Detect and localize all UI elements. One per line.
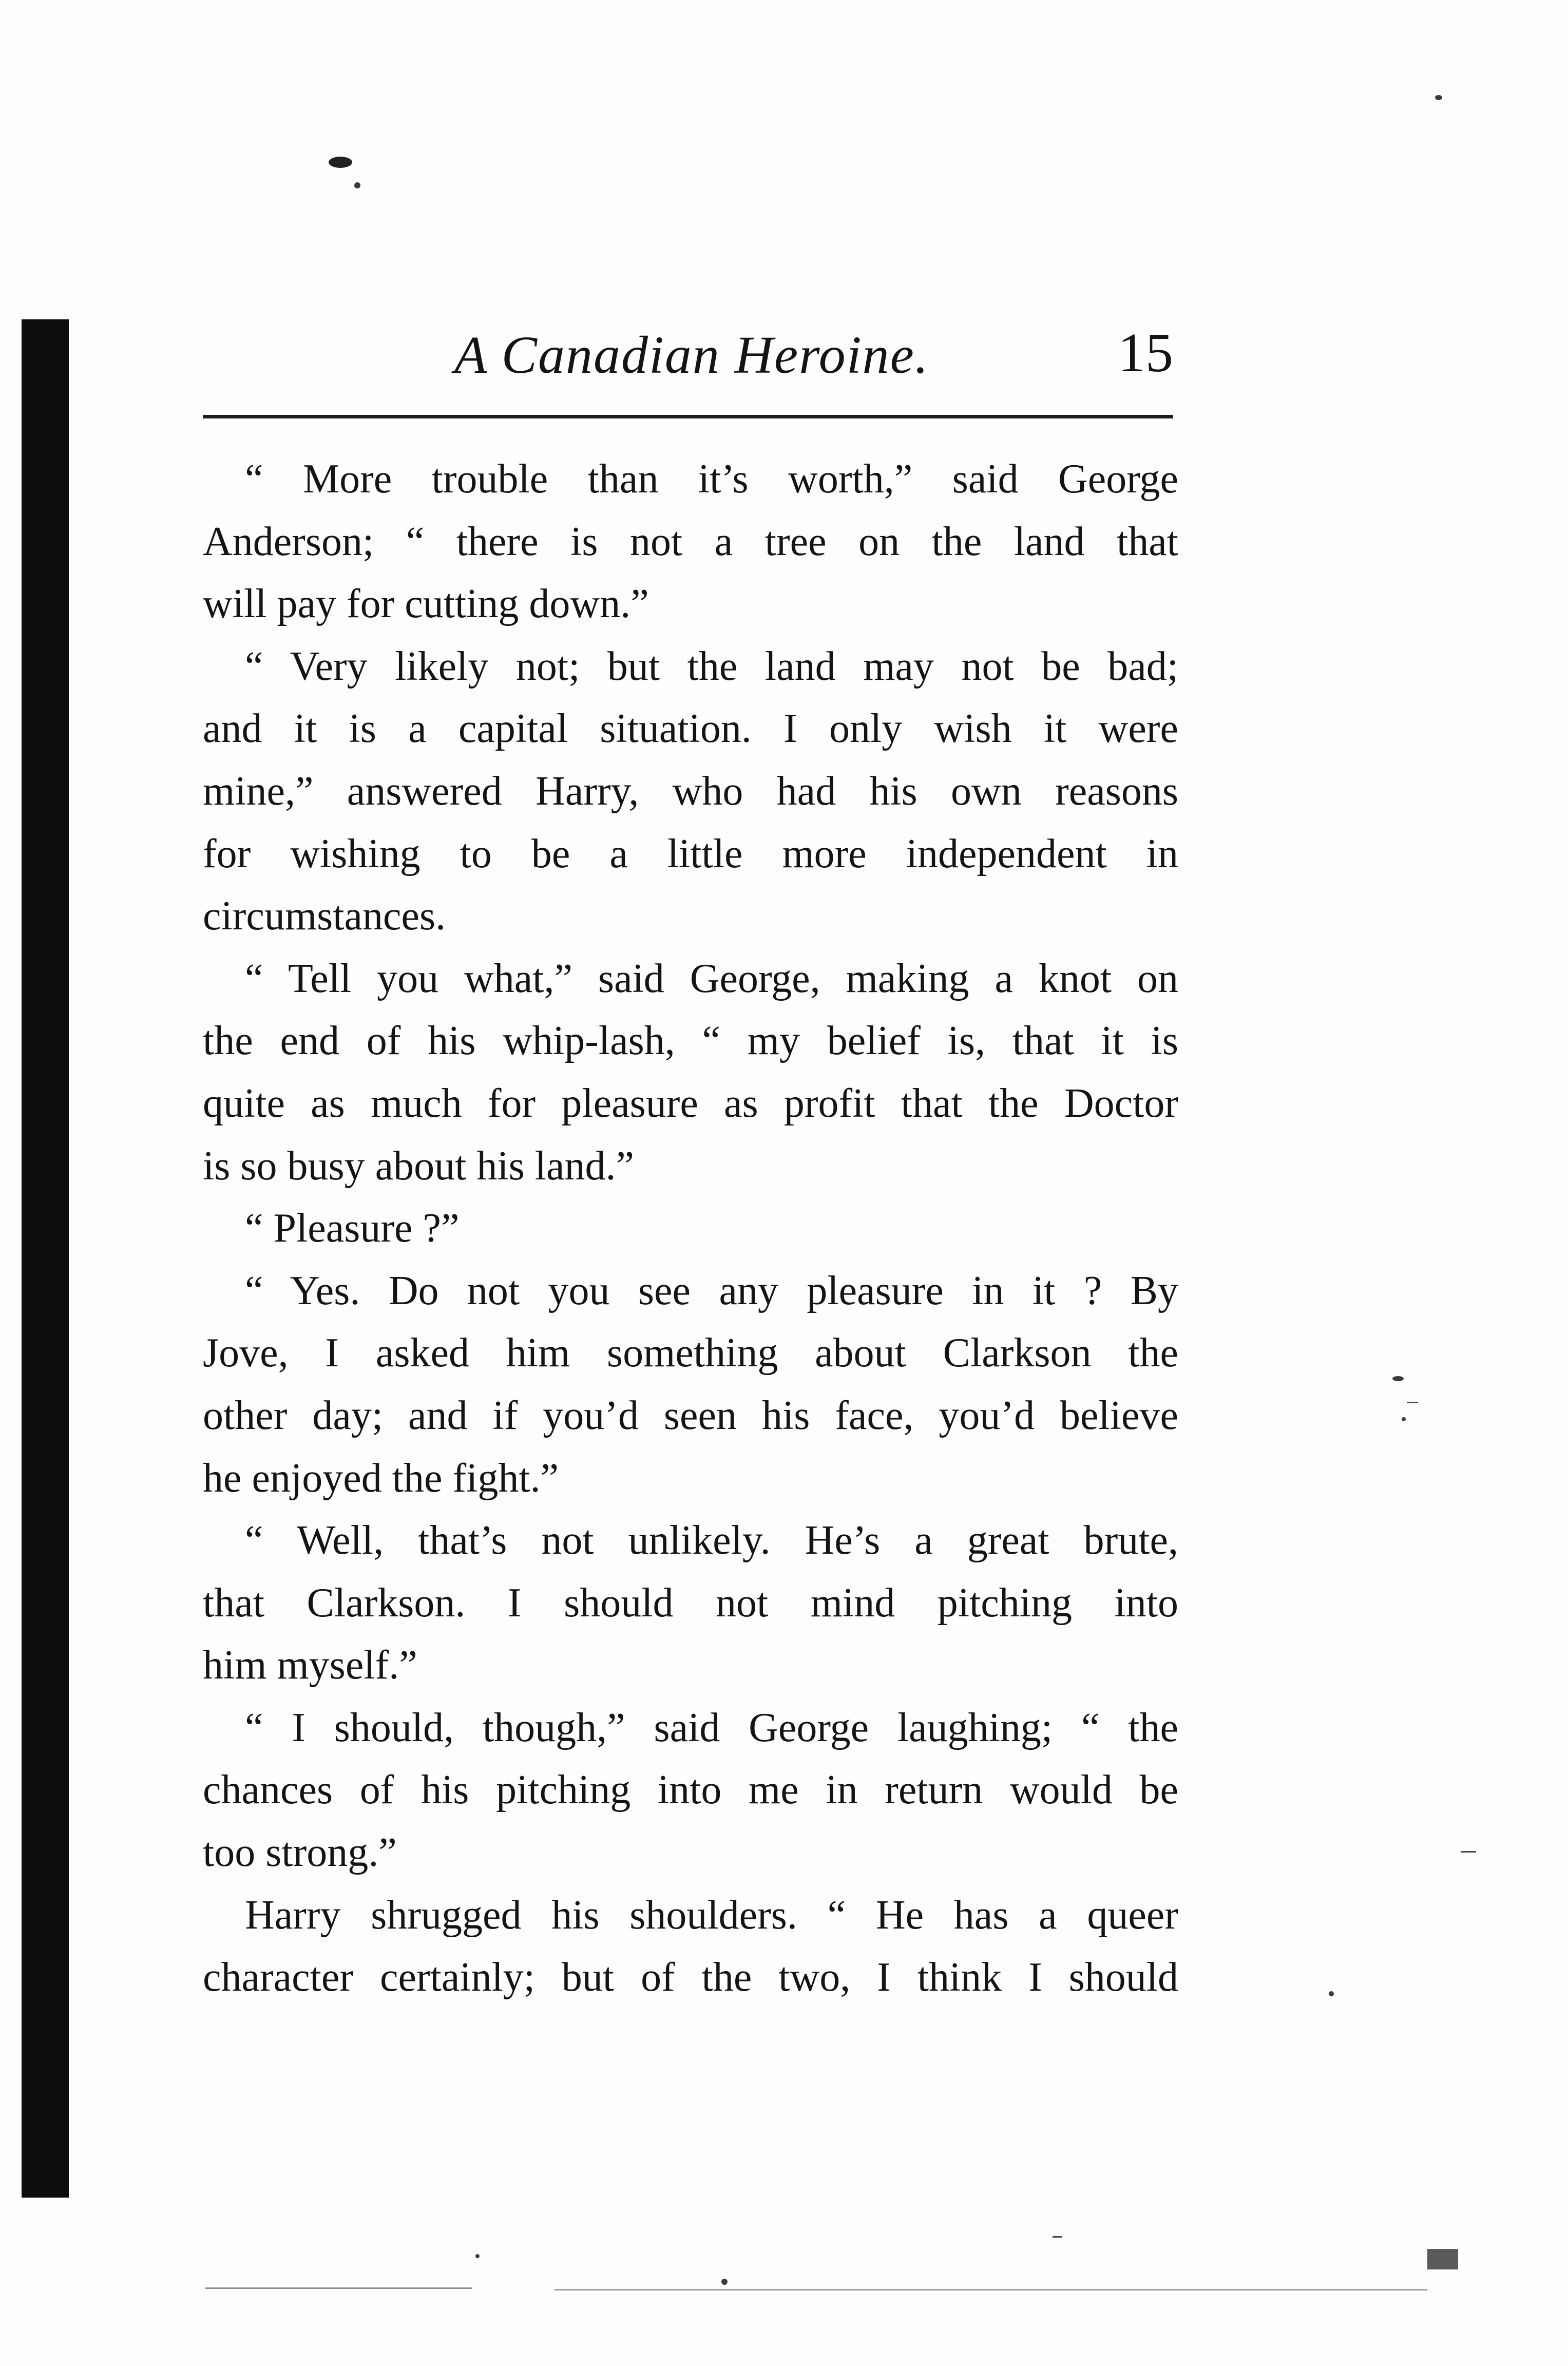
scan-mark <box>554 2289 1427 2291</box>
text-line: circumstances. <box>203 893 446 939</box>
text-line: “ Well, that’s not unlikely. He’s a great brute, <box>245 1518 1178 1563</box>
scan-mark <box>1461 1851 1476 1853</box>
text-line: “ I should, though,” said George laughing; “ the <box>245 1705 1178 1750</box>
text-line: “ Tell you what,” said George, making a knot on <box>245 956 1178 1001</box>
text-line: “ Yes. Do not you see any pleasure in it ? By <box>245 1268 1178 1313</box>
text-line: he enjoyed the fight.” <box>203 1455 559 1501</box>
scan-speck <box>1329 1991 1334 1996</box>
text-line: “ More trouble than it’s worth,” said George <box>245 456 1178 502</box>
text-line: and it is a capital situation. I only wish it were <box>203 706 1178 752</box>
scan-speck <box>721 2279 728 2285</box>
scan-speck <box>1392 1376 1404 1381</box>
text-line: “ Pleasure ?” <box>245 1206 460 1251</box>
scan-speck <box>1435 95 1442 100</box>
scan-speck <box>1402 1417 1406 1421</box>
text-line: Anderson; “ there is not a tree on the land that <box>203 519 1178 564</box>
text-line: him myself.” <box>203 1643 417 1688</box>
text-line: quite as much for pleasure as profit that the Doctor <box>203 1080 1178 1126</box>
binding-shadow <box>22 319 69 2198</box>
scan-speck <box>329 157 352 168</box>
text-line: is so busy about his land.” <box>203 1143 634 1189</box>
text-line: that Clarkson. I should not mind pitching into <box>203 1580 1178 1626</box>
text-line: the end of his whip-lash, “ my belief is, that it is <box>203 1018 1178 1064</box>
scan-mark <box>1407 1402 1418 1403</box>
scan-mark <box>205 2287 472 2289</box>
text-line: Harry shrugged his shoulders. “ He has a queer <box>245 1892 1178 1938</box>
scan-speck <box>475 2254 480 2258</box>
running-header <box>203 314 1178 386</box>
text-line: too strong.” <box>203 1830 397 1876</box>
text-line: character certainly; but of the two, I think I should <box>203 1955 1178 2000</box>
text-line: Jove, I asked him something about Clarkson the <box>203 1330 1178 1376</box>
page-number: 15 <box>1118 322 1173 384</box>
body-text <box>203 448 1178 2009</box>
text-line: will pay for cutting down.” <box>203 581 649 627</box>
running-title: A Canadian Heroine. <box>454 326 929 385</box>
scan-mark <box>1053 2236 1062 2238</box>
header-rule <box>203 415 1173 418</box>
text-line: “ Very likely not; but the land may not be bad; <box>245 643 1178 689</box>
text-line: mine,” answered Harry, who had his own reasons <box>203 768 1178 814</box>
scan-speck <box>354 182 360 188</box>
scan-mark <box>1427 2249 1458 2269</box>
text-line: chances of his pitching into me in return would be <box>203 1767 1178 1813</box>
text-line: other day; and if you’d seen his face, you’d believe <box>203 1392 1178 1438</box>
text-line: for wishing to be a little more independent in <box>203 831 1178 876</box>
